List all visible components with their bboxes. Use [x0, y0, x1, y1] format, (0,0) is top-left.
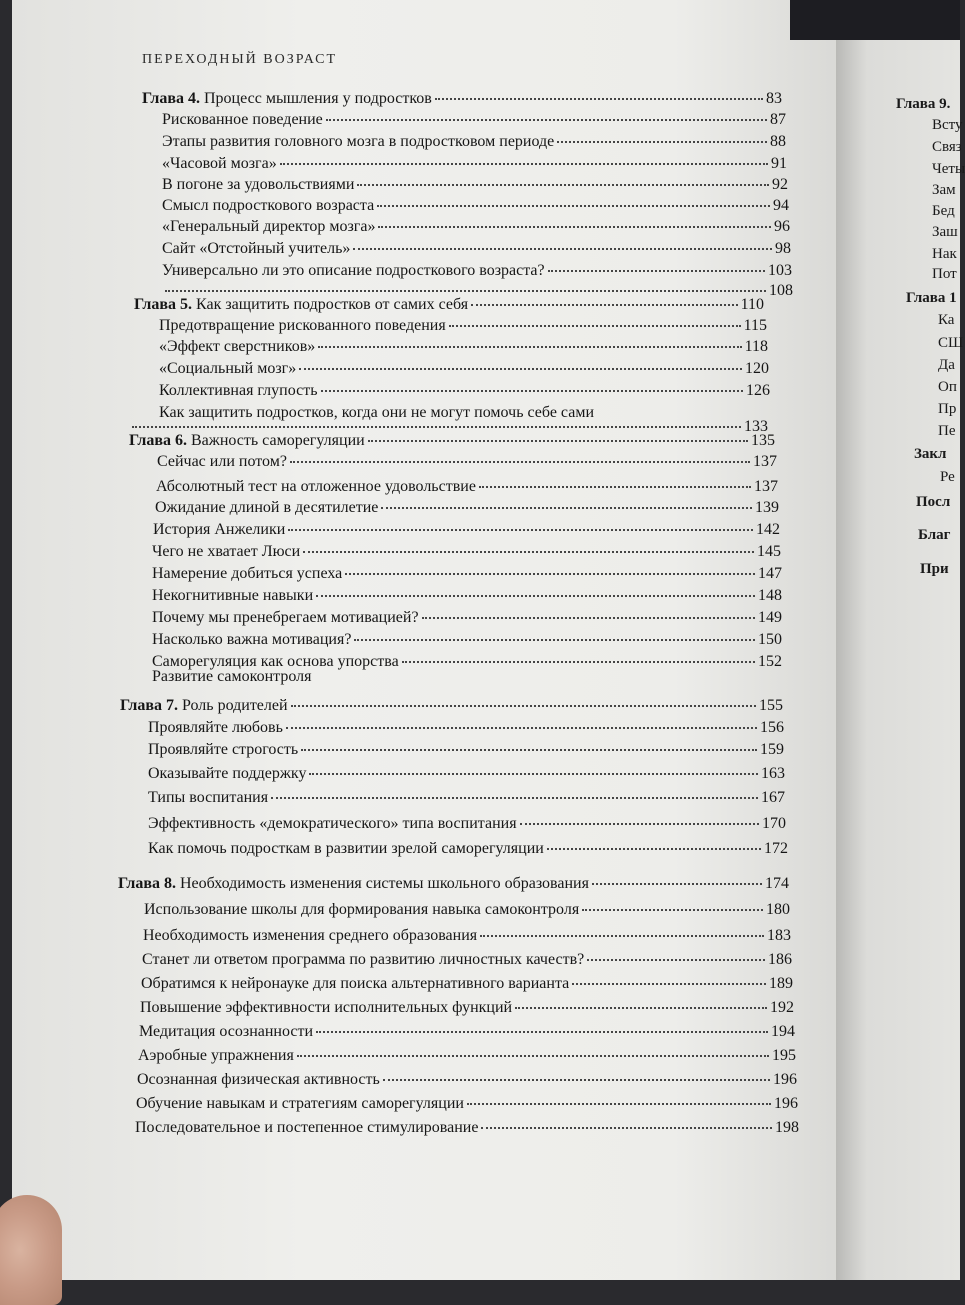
- page-number: 137: [753, 453, 777, 470]
- toc-section-entry: [140, 999, 794, 1017]
- page-number: 126: [746, 382, 770, 399]
- dot-leader: [547, 847, 761, 850]
- page-number: 135: [751, 432, 775, 449]
- toc-chapter-entry: [134, 296, 764, 314]
- toc-chapter-entry: [142, 90, 782, 108]
- dot-leader: [326, 118, 767, 121]
- entry-text: Саморегуляция как основа упорства: [152, 653, 399, 670]
- toc-chapter-entry: [129, 432, 775, 450]
- right-page-entry: Оп: [938, 379, 957, 395]
- entry-text: «Генеральный директор мозга»: [162, 218, 376, 235]
- toc-section-entry: [162, 240, 791, 258]
- toc-entry-title: [120, 697, 288, 715]
- right-page-entry: Пр: [938, 401, 957, 417]
- page-number: 196: [773, 1071, 797, 1088]
- entry-text: Необходимость изменения среднего образования: [143, 927, 478, 944]
- right-page-entry: Глава 9.: [896, 96, 951, 112]
- page-number: 94: [773, 197, 789, 214]
- toc-section-entry: [155, 499, 779, 517]
- toc-section-entry: [153, 521, 780, 539]
- page-number: 108: [769, 282, 793, 299]
- toc-section-entry: [141, 975, 793, 993]
- left-page: [12, 0, 840, 1280]
- page-number: 147: [758, 565, 782, 582]
- page-number: 148: [758, 587, 782, 604]
- chapter-label: Глава 7.: [120, 697, 178, 714]
- page-number: 133: [744, 418, 768, 435]
- right-page-entry: СШ: [938, 335, 964, 351]
- background-shadow: [790, 0, 960, 40]
- toc-entry-title: [162, 262, 545, 280]
- right-page-entry: Бед: [932, 203, 955, 219]
- entry-text: Универсально ли это описание подросткового возраста?: [162, 262, 545, 279]
- chapter-label: Глава 8.: [118, 875, 176, 892]
- chapter-label: Глава 5.: [134, 296, 192, 313]
- dot-leader: [435, 97, 763, 100]
- dot-leader: [479, 485, 751, 488]
- toc-entry-title: [162, 176, 354, 194]
- page-number: 163: [761, 765, 785, 782]
- toc-section-entry: [144, 901, 790, 919]
- entry-text: Процесс мышления у подростков: [200, 90, 432, 107]
- toc-entry-title: [156, 478, 476, 496]
- toc-section-entry: [159, 360, 769, 378]
- toc-entry-title: [144, 901, 579, 919]
- right-page-entry: Зам: [932, 182, 956, 198]
- entry-text: Развитие самоконтроля: [152, 668, 312, 685]
- dot-leader: [286, 726, 757, 729]
- toc-entry-title: [140, 999, 512, 1017]
- entry-text: «Социальный мозг»: [159, 360, 297, 377]
- toc-section-entry: [152, 631, 782, 649]
- entry-text: Насколько важна мотивация?: [152, 631, 352, 648]
- page-number: 98: [775, 240, 791, 257]
- toc-section-entry: [152, 609, 782, 627]
- entry-text: Оказывайте поддержку: [148, 765, 307, 782]
- dot-leader: [297, 1054, 769, 1057]
- toc-entry-title: [142, 90, 432, 108]
- toc-entry-title: [135, 1119, 478, 1137]
- entry-text: Рискованное поведение: [162, 111, 323, 128]
- toc-entry-title: [148, 765, 306, 783]
- toc-section-entry: [162, 155, 787, 173]
- toc-entry-title: [152, 543, 300, 561]
- toc-chapter-entry: [118, 875, 789, 893]
- toc-entry-title: [148, 840, 544, 858]
- page-number: 174: [765, 875, 789, 892]
- entry-text: Ожидание длиной в десятилетие: [155, 499, 379, 516]
- dot-leader: [299, 367, 742, 370]
- dot-leader: [357, 183, 769, 186]
- dot-leader: [288, 528, 753, 531]
- dot-leader: [309, 772, 758, 775]
- toc-entry-title: [157, 453, 287, 471]
- page-number: 170: [762, 815, 786, 832]
- dot-leader: [303, 550, 754, 553]
- page-number: 88: [770, 133, 786, 150]
- page-number: 96: [774, 218, 790, 235]
- page-number: 83: [766, 90, 782, 107]
- dot-leader: [422, 616, 755, 619]
- page-number: 87: [770, 111, 786, 128]
- dot-leader: [378, 225, 771, 228]
- page-number: 150: [758, 631, 782, 648]
- entry-text: Использование школы для формирования навыка самоконтроля: [144, 901, 580, 918]
- chapter-label: Глава 6.: [129, 432, 187, 449]
- toc-entry-title: [162, 155, 277, 173]
- toc-section-entry: [162, 262, 792, 280]
- toc-section-entry: [148, 741, 784, 759]
- right-page-entry: Пот: [932, 266, 957, 282]
- toc-entry-title: [152, 609, 419, 627]
- toc-chapter-entry: [120, 697, 783, 715]
- entry-text: Проявляйте строгость: [148, 741, 299, 758]
- entry-text: Некогнитивные навыки: [152, 587, 314, 604]
- toc-section-entry: [162, 176, 788, 194]
- page-number: 183: [767, 927, 791, 944]
- right-page-entry: Пе: [938, 423, 956, 439]
- dot-leader: [280, 162, 768, 165]
- toc-entry-title: [143, 927, 477, 945]
- page-number: 91: [771, 155, 787, 172]
- page-number: 103: [768, 262, 792, 279]
- dot-leader: [548, 269, 765, 272]
- toc-entry-title: [138, 1047, 294, 1065]
- page-number: 120: [745, 360, 769, 377]
- toc-entry-title: [159, 317, 446, 335]
- page-number: 192: [770, 999, 794, 1016]
- toc-section-entry: [159, 317, 767, 335]
- entry-text: Сайт «Отстойный учитель»: [162, 240, 351, 257]
- page-number: 92: [772, 176, 788, 193]
- dot-leader: [592, 882, 762, 885]
- toc-entry-title: [142, 951, 584, 969]
- toc-section-entry: [159, 382, 770, 400]
- page-number: 159: [760, 741, 784, 758]
- entry-text: Этапы развития головного мозга в подростковом периоде: [162, 133, 555, 150]
- toc-entry-title: [155, 499, 378, 517]
- dot-leader: [587, 958, 765, 961]
- toc-entry-title: [152, 565, 342, 583]
- right-page-entry: Глава 1: [906, 290, 957, 306]
- dot-leader: [480, 934, 764, 937]
- toc-entry-title: [141, 975, 569, 993]
- entry-text: Станет ли ответом программа по развитию личностных качеств?: [142, 951, 585, 968]
- entry-text: Роль родителей: [178, 697, 288, 714]
- toc-section-entry: [138, 1047, 796, 1065]
- dot-leader: [165, 289, 766, 292]
- dot-leader: [316, 594, 755, 597]
- toc-section-entry: [162, 218, 790, 236]
- dot-leader: [318, 345, 741, 348]
- toc-entry-title: [148, 815, 517, 833]
- page-number: 198: [775, 1119, 799, 1136]
- entry-text: Намерение добиться успеха: [152, 565, 343, 582]
- toc-section-entry: [136, 1095, 798, 1113]
- right-page-entry: Всту: [932, 117, 963, 133]
- page-number: 142: [756, 521, 780, 538]
- dot-leader: [354, 638, 755, 641]
- toc-section-entry: [139, 1023, 795, 1041]
- dot-leader: [132, 425, 741, 428]
- dot-leader: [557, 140, 767, 143]
- right-page-entry: Ка: [938, 312, 955, 328]
- entry-text: Сейчас или потом?: [157, 453, 287, 470]
- entry-text: Необходимость изменения системы школьного образования: [176, 875, 589, 892]
- dot-leader: [467, 1102, 771, 1105]
- page-number: 186: [768, 951, 792, 968]
- toc-entry-title: [162, 133, 554, 151]
- toc-section-entry: [148, 719, 784, 737]
- page-number: 152: [758, 653, 782, 670]
- entry-text: Как защитить подростков, когда они не могут помочь себе сами: [159, 404, 594, 421]
- toc-entry-title: [159, 338, 315, 356]
- toc-section-entry: [162, 197, 789, 215]
- dot-leader: [381, 506, 752, 509]
- dot-leader: [321, 389, 743, 392]
- dot-leader: [290, 460, 750, 463]
- entry-text: История Анжелики: [153, 521, 286, 538]
- toc-entry-title: [148, 741, 298, 759]
- toc-section-entry: [148, 765, 785, 783]
- right-page-entry: Ре: [940, 469, 955, 485]
- toc-section-entry: [148, 840, 788, 858]
- dot-leader: [291, 704, 756, 707]
- toc-entry-title: [129, 432, 365, 450]
- entry-text: Обратимся к нейронауке для поиска альтернативного варианта: [141, 975, 570, 992]
- toc-section-entry: [152, 668, 782, 686]
- entry-text: Как помочь подросткам в развитии зрелой саморегуляции: [148, 840, 544, 857]
- right-page-entry: Связ: [932, 139, 962, 155]
- entry-text: Медитация осознанности: [139, 1023, 314, 1040]
- toc-section-entry: [142, 951, 792, 969]
- running-head: ПЕРЕХОДНЫЙ ВОЗРАСТ: [142, 52, 338, 67]
- dot-leader: [515, 1006, 767, 1009]
- right-page: [836, 0, 965, 1280]
- entry-text: Проявляйте любовь: [148, 719, 283, 736]
- page-number: 115: [743, 317, 767, 334]
- toc-entry-title: [152, 631, 351, 649]
- page-number: 155: [759, 697, 783, 714]
- toc-entry-title: [139, 1023, 313, 1041]
- page-number: 139: [755, 499, 779, 516]
- toc-entry-title: [162, 197, 374, 215]
- entry-text: Смысл подросткового возраста: [162, 197, 375, 214]
- toc-section-entry: [143, 927, 791, 945]
- page-number: 196: [774, 1095, 798, 1112]
- page-number: 195: [772, 1047, 796, 1064]
- toc-entry-title: [134, 296, 468, 314]
- page-number: 110: [740, 296, 764, 313]
- entry-text: Повышение эффективности исполнительных функций: [140, 999, 513, 1016]
- toc-section-entry: [157, 453, 777, 471]
- page-number: 145: [757, 543, 781, 560]
- dot-leader: [449, 324, 741, 327]
- page-number: 189: [769, 975, 793, 992]
- entry-text: Предотвращение рискованного поведения: [159, 317, 446, 334]
- right-page-entry: При: [920, 561, 949, 577]
- toc-entry-title: [148, 789, 268, 807]
- toc-entry-title: [159, 382, 318, 400]
- dot-leader: [402, 660, 755, 663]
- right-page-entry: Четы: [932, 161, 965, 177]
- toc-entry-title: [118, 875, 589, 893]
- toc-section-entry: [152, 587, 782, 605]
- toc-section-entry: [152, 565, 782, 583]
- chapter-label: Глава 4.: [142, 90, 200, 107]
- right-page-entry: Заш: [932, 224, 958, 240]
- toc-entry-title: [137, 1071, 380, 1089]
- page-number: 156: [760, 719, 784, 736]
- dot-leader: [353, 247, 772, 250]
- dot-leader: [481, 1126, 772, 1129]
- entry-text: Чего не хватает Люси: [152, 543, 301, 560]
- toc-section-entry: [156, 478, 778, 496]
- thumb: [0, 1195, 62, 1305]
- page-number: 137: [754, 478, 778, 495]
- right-page-entry: Нак: [932, 246, 957, 262]
- toc-section-entry: [148, 815, 786, 833]
- dot-leader: [572, 982, 766, 985]
- page-number: 172: [764, 840, 788, 857]
- entry-text: Последовательное и постепенное стимулирование: [135, 1119, 479, 1136]
- toc-entry-title: [162, 240, 350, 258]
- dot-leader: [271, 796, 758, 799]
- entry-text: Аэробные упражнения: [138, 1047, 294, 1064]
- toc-section-entry: [162, 133, 786, 151]
- toc-entry-title: [152, 587, 313, 605]
- toc-section-entry: [162, 111, 786, 129]
- entry-text: «Часовой мозга»: [162, 155, 277, 172]
- toc-entry-title: [148, 719, 283, 737]
- entry-text: В погоне за удовольствиями: [162, 176, 355, 193]
- page-number: 194: [771, 1023, 795, 1040]
- entry-text: «Эффект сверстников»: [159, 338, 316, 355]
- entry-text: Как защитить подростков от самих себя: [192, 296, 469, 313]
- entry-text: Коллективная глупость: [159, 382, 318, 399]
- table-of-contents: [12, 0, 840, 1280]
- dot-leader: [316, 1030, 768, 1033]
- toc-section-entry: [148, 789, 785, 807]
- dot-leader: [377, 204, 770, 207]
- entry-text: Абсолютный тест на отложенное удовольствие: [156, 478, 476, 495]
- toc-entry-title: [153, 521, 285, 539]
- right-page-entry: Да: [938, 357, 955, 373]
- page-number: 118: [744, 338, 768, 355]
- dot-leader: [368, 439, 748, 442]
- right-page-entry: Благ: [918, 527, 951, 543]
- dot-leader: [582, 908, 763, 911]
- entry-text: Важность саморегуляции: [187, 432, 365, 449]
- dot-leader: [345, 572, 755, 575]
- entry-text: Осознанная физическая активность: [137, 1071, 380, 1088]
- entry-text: Эффективность «демократического» типа воспитания: [148, 815, 517, 832]
- dot-leader: [520, 822, 759, 825]
- page-number: 149: [758, 609, 782, 626]
- right-page-entry: Посл: [916, 494, 951, 510]
- right-page-entry: Закл: [914, 446, 947, 462]
- dot-leader: [471, 303, 737, 306]
- toc-section-entry: [152, 543, 781, 561]
- toc-section-entry: [135, 1119, 799, 1137]
- entry-text: Типы воспитания: [148, 789, 269, 806]
- page-number: 180: [766, 901, 790, 918]
- toc-entry-title: [136, 1095, 464, 1113]
- toc-entry-title: [152, 668, 311, 686]
- toc-section-entry: [159, 338, 768, 356]
- dot-leader: [383, 1078, 770, 1081]
- entry-text: Обучение навыкам и стратегиям саморегуляции: [136, 1095, 464, 1112]
- entry-text: Почему мы пренебрегаем мотивацией?: [152, 609, 419, 626]
- toc-entry-title: [162, 218, 375, 236]
- dot-leader: [301, 748, 757, 751]
- toc-section-entry: [137, 1071, 797, 1089]
- toc-entry-title: [159, 360, 296, 378]
- page-number: 167: [761, 789, 785, 806]
- toc-entry-title: [162, 111, 323, 129]
